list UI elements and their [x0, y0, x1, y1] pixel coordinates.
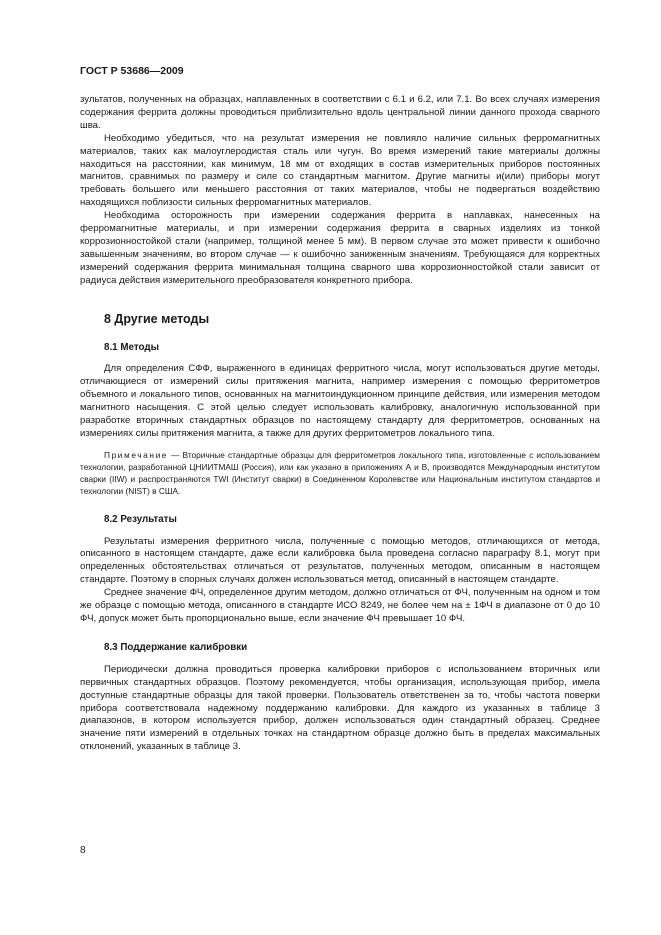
paragraph-ferromagnetic-materials: Необходимо убедиться, что на результат измерения не повлияло наличие сильных ферромагнитных материалов, таких как малоуглеродистая сталь или чугун. Во время измерений такие материалы должны находиться на расстоянии, как минимум, 18 мм от входящих в состав измерительных приборов постоянных магнитов, сравнимых по размеру и силе со стандартным магнитом. Другие магниты и(или) приборы могут требовать большего или меньшего расстояния от таких материалов, чтобы не подвергаться воздействию находящихся поблизости сильных ферромагнитных материалов. [80, 132, 600, 209]
section-8-2-paragraph-1: Результаты измерения ферритного числа, полученные с помощью методов, отличающихся от метода, описанного в настоящем стандарте, даже если калибровка была проведена согласно параграфу 8.1, могут при определенных обстоятельствах отличаться от результатов, полученных методом, описанным в настоящем стандарте. Поэтому в спорных случаях должен использоваться метод, описанный в настоящем стандарте. [80, 535, 600, 586]
paragraph-caution: Необходима осторожность при измерении содержания феррита в наплавках, нанесенных на ферромагнитные материалы, и при измерении содержания феррита в сварных изделиях из тонкой коррозионностойкой стали (например, толщиной менее 5 мм). В первом случае это может привести к ошибочно завышенным значениям, во втором случае — к ошибочно заниженным значениям. Требующаяся для корректных измерений содержания феррита минимальная толщина сварного шва коррозионностойкой стали зависит от радиуса действия измерительного преобразователя конкретного прибора. [80, 210, 600, 286]
section-8-2-heading: 8.2 Результаты [104, 513, 177, 525]
page-number: 8 [80, 845, 86, 856]
section-8-heading: 8 Другие методы [104, 311, 210, 326]
document-header: ГОСТ Р 53686—2009 [80, 65, 184, 77]
section-8-1-text: Для определения СФФ, выраженного в единицах ферритного числа, могут использоваться другие методы, отличающиеся от измерений силы притяжения магнита, например измерения с помощью ферритометров объемного и локального типов, основанных на магнитоиндукционном принципе действия, или измерения методом магнитного насыщения. С этой целью следует использовать калибровку, аналогичную использованной при разработке вторичных стандартных образцов по настоящему стандарту для ферритометров, основанных на измерениях силы притяжения магнита, а также для других ферритометров локального типа. [80, 363, 600, 439]
section-8-2-paragraph-2: Среднее значение ФЧ, определенное другим методом, должно отличаться от ФЧ, полученным на одном и том же образце с помощью метода, описанного в стандарте ИСО 8249, не более чем на ± 1ФЧ в диапазоне от 0 до 10 ФЧ, допуск может быть пропорционально выше, если значение ФЧ превышает 10 ФЧ. [80, 587, 600, 624]
note-label: Примечание [104, 449, 169, 460]
note-text: — Вторичные стандартные образцы для ферритометров локального типа, изготовленные с использованием технологии, разработанной ЦНИИТМАШ (Россия), или как указано в приложениях А и В, производятся Международным институтом сварки (IIW) и распространяются TWI (Институт сварки) в Соединенном Королевстве или Национальным институтом стандартов и технологии (NIST) в США. [80, 449, 600, 497]
document-body [80, 94, 600, 754]
section-8-3-text: Периодически должна проводиться проверка калибровки приборов с использованием вторичных или первичных стандартных образцов. Поэтому рекомендуется, чтобы организация, использующая прибор, имела доступные стандартные образцы для такой проверки. Пользователь ответственен за то, чтобы частота поверки прибора соответствовала надежному поддержанию калибровки. Для каждого из указанных в таблице 3 диапазонов, в котором используется прибор, должен использоваться один стандартный образец. Среднее значение пяти измерений в отдельных точках на стандартном образце должно быть в пределах максимальных отклонений, указанных в таблице 3. [80, 663, 600, 753]
section-8-1-note [80, 449, 600, 498]
section-8-1-heading: 8.1 Методы [104, 341, 159, 353]
section-8-3-heading: 8.3 Поддержание калибровки [104, 641, 248, 653]
paragraph-continuation: зультатов, полученных на образцах, наплавленных в соответствии с 6.1 и 6.2, или 7.1. Во всех случаях измерения содержания феррита должны проводиться приблизительно вдоль центральной линии данного прохода сварного шва. [80, 94, 600, 131]
